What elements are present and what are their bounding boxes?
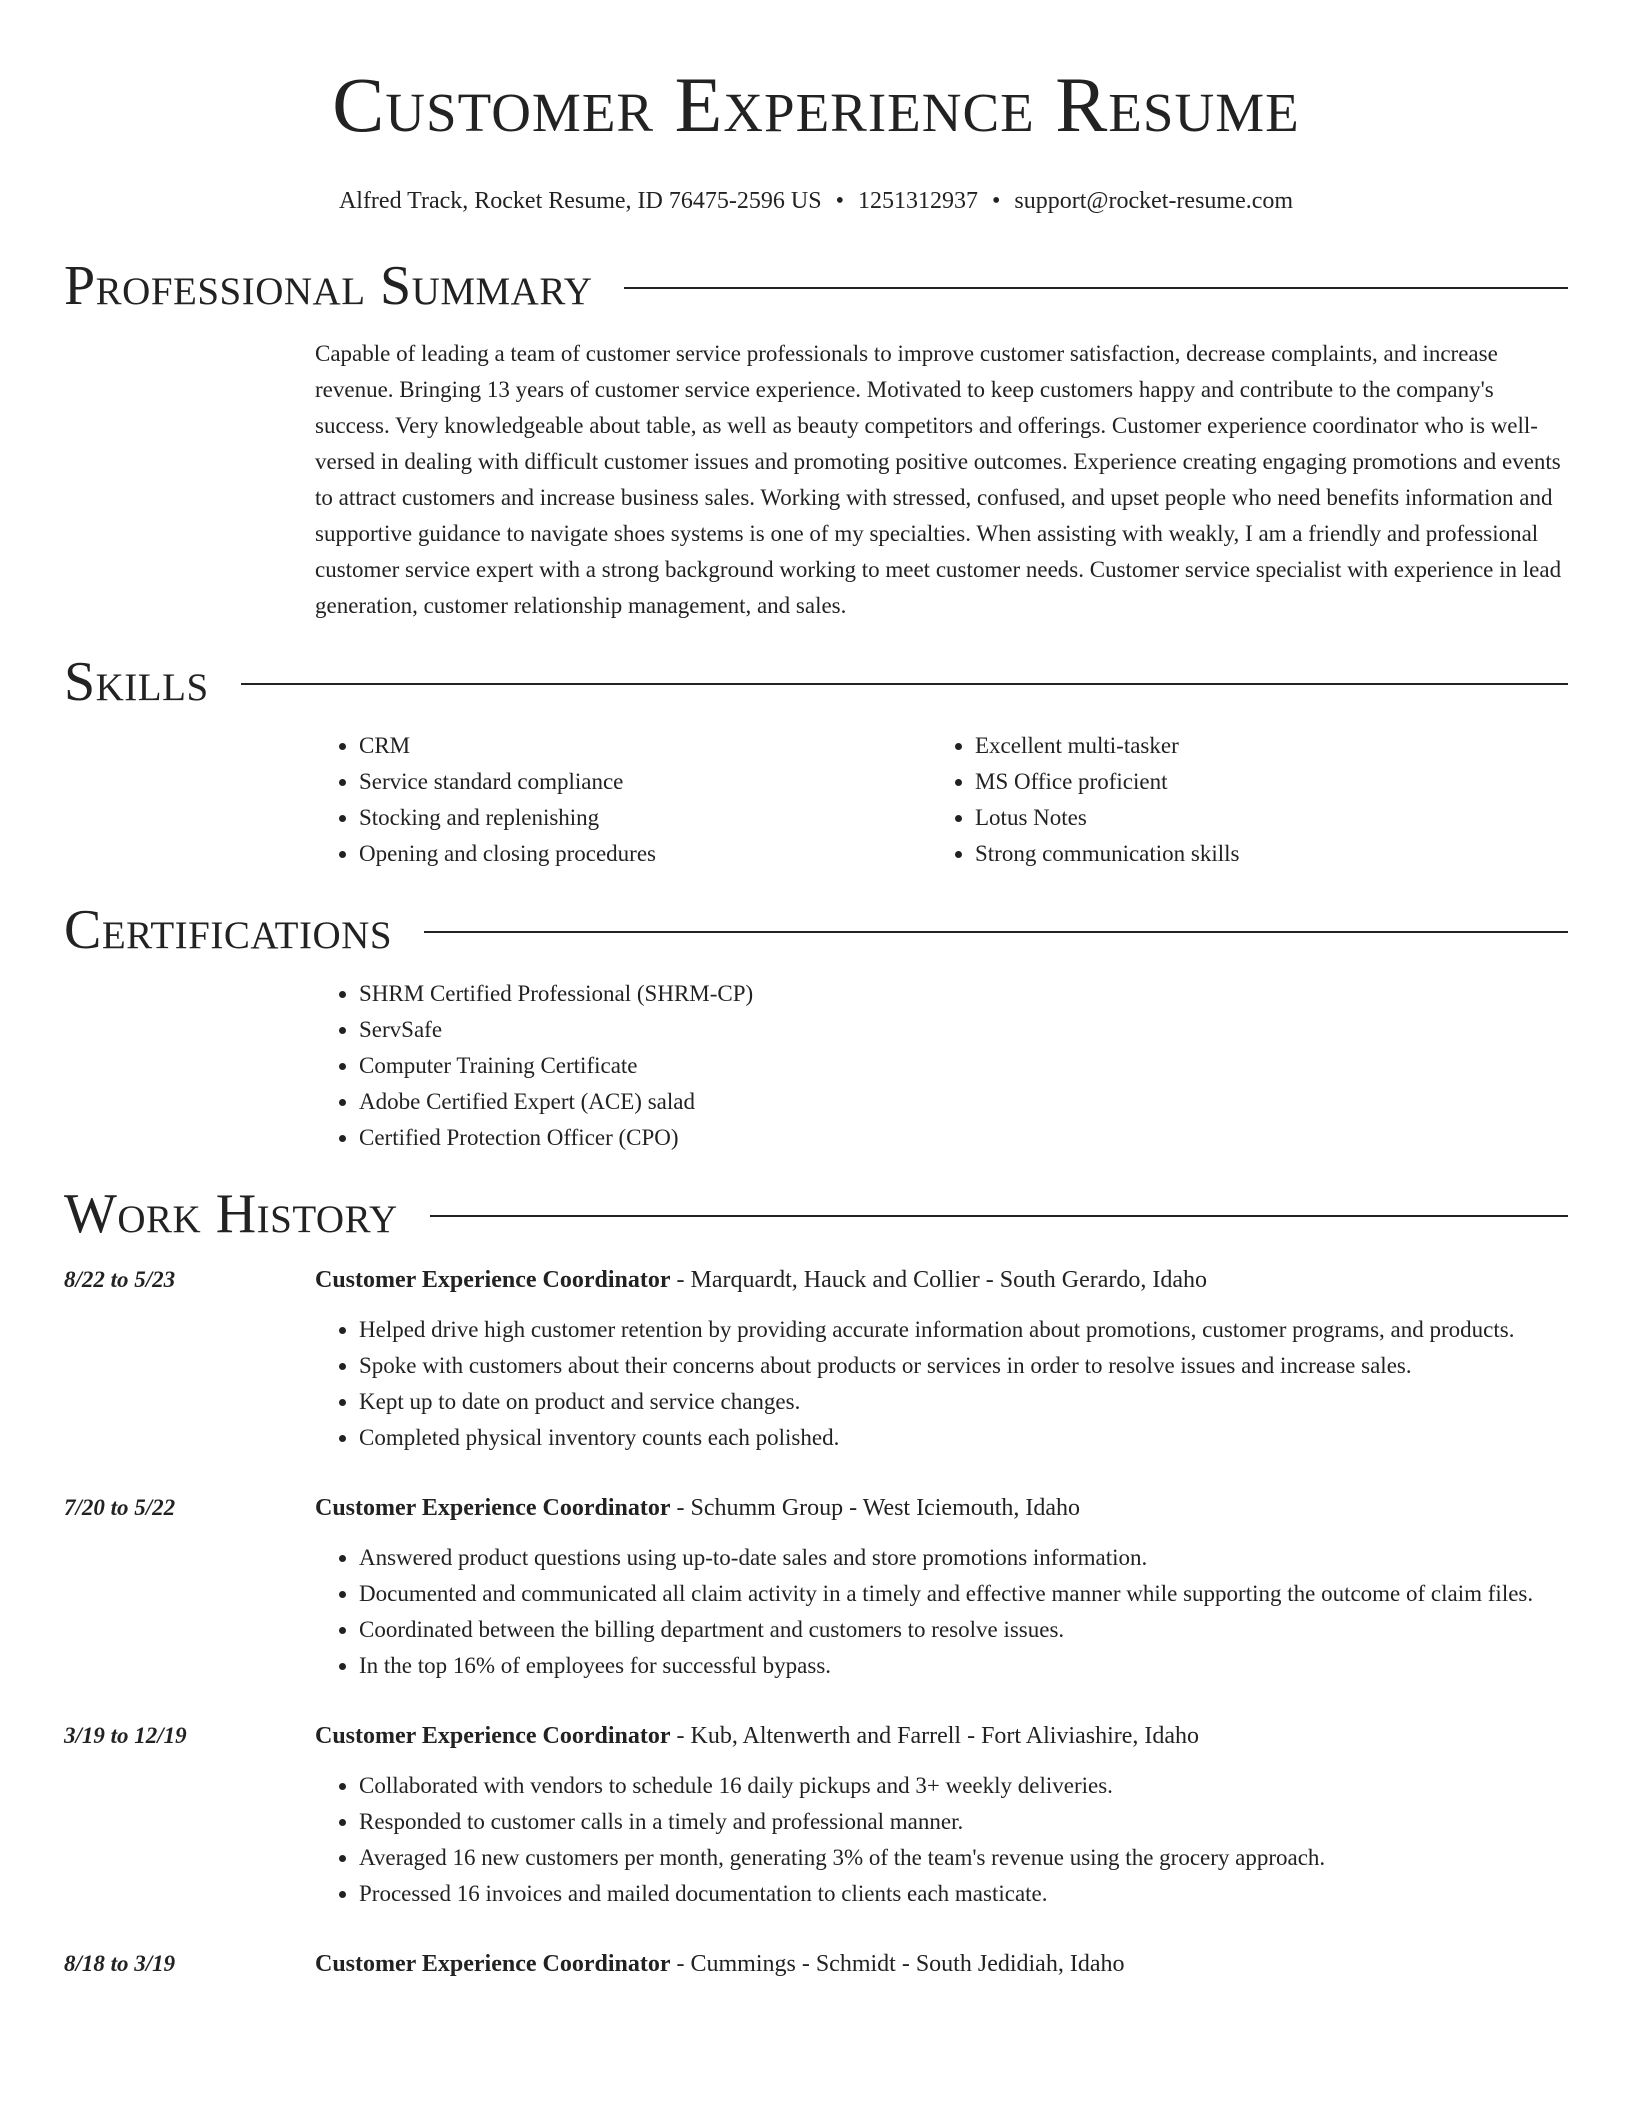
skills-list bbox=[315, 728, 1568, 872]
job-employer-location: - Schumm Group - West Iciemouth, Idaho bbox=[670, 1495, 1081, 1521]
job-dates: 7/20 to 5/22 bbox=[64, 1495, 176, 1520]
summary-heading: Professional Summary bbox=[64, 255, 593, 317]
job-body bbox=[315, 1946, 1568, 1982]
job-employer-location: - Cummings - Schmidt - South Jedidiah, Idaho bbox=[670, 1951, 1125, 1977]
job-header bbox=[315, 1946, 1568, 1982]
skill-item: • Strong communication skills bbox=[975, 836, 1547, 872]
job-duty-item: • Kept up to date on product and service changes. bbox=[359, 1384, 1568, 1420]
job-body bbox=[315, 1262, 1568, 1456]
skill-item: • CRM bbox=[359, 728, 931, 764]
job-header bbox=[315, 1718, 1568, 1754]
skill-item: • Stocking and replenishing bbox=[359, 800, 931, 836]
job-duty-item: • Responded to customer calls in a timely and professional manner. bbox=[359, 1804, 1568, 1840]
job-title: Customer Experience Coordinator bbox=[315, 1723, 671, 1749]
job-duty-item: • Averaged 16 new customers per month, generating 3% of the team's revenue using the grocery approach. bbox=[359, 1840, 1568, 1876]
certification-item: • Certified Protection Officer (CPO) bbox=[359, 1120, 1568, 1156]
job-duty-item: • In the top 16% of employees for successful bypass. bbox=[359, 1648, 1568, 1684]
certification-item: • Adobe Certified Expert (ACE) salad bbox=[359, 1084, 1568, 1120]
job-duty-item: • Coordinated between the billing department and customers to resolve issues. bbox=[359, 1612, 1568, 1648]
job-body bbox=[315, 1718, 1568, 1912]
certifications-section-header bbox=[64, 898, 1568, 962]
job-duties-list bbox=[315, 1312, 1568, 1456]
job-duty-item: • Completed physical inventory counts each polished. bbox=[359, 1420, 1568, 1456]
section-divider bbox=[424, 931, 1568, 933]
work-history-heading: Work History bbox=[64, 1183, 398, 1245]
section-divider bbox=[430, 1215, 1568, 1217]
job-employer-location: - Marquardt, Hauck and Collier - South Gerardo, Idaho bbox=[670, 1267, 1208, 1293]
summary-section-header bbox=[64, 254, 1568, 318]
resume-title: Customer Experience Resume bbox=[332, 61, 1300, 148]
job-title: Customer Experience Coordinator bbox=[315, 1267, 671, 1293]
skills-column-right bbox=[931, 728, 1547, 872]
certification-item: • ServSafe bbox=[359, 1012, 1568, 1048]
skill-item: • Service standard compliance bbox=[359, 764, 931, 800]
certifications-list bbox=[315, 976, 1568, 1156]
contact-line bbox=[64, 186, 1568, 216]
certifications-heading: Certifications bbox=[64, 899, 393, 961]
job-duty-item: • Spoke with customers about their concerns about products or services in order to resolve issues and increase sales. bbox=[359, 1348, 1568, 1384]
job-duty-item: • Collaborated with vendors to schedule 16 daily pickups and 3+ weekly deliveries. bbox=[359, 1768, 1568, 1804]
skills-heading: Skills bbox=[64, 651, 209, 713]
contact-separator: • bbox=[835, 188, 844, 214]
skill-item: • Excellent multi-tasker bbox=[975, 728, 1547, 764]
job-entry bbox=[64, 1262, 1568, 1456]
skill-item: • MS Office proficient bbox=[975, 764, 1547, 800]
job-duties-list bbox=[315, 1768, 1568, 1912]
job-title: Customer Experience Coordinator bbox=[315, 1495, 671, 1521]
job-dates: 3/19 to 12/19 bbox=[64, 1723, 187, 1748]
job-duty-item: • Helped drive high customer retention by providing accurate information about promotions, customer programs, and products. bbox=[359, 1312, 1568, 1348]
job-dates: 8/22 to 5/23 bbox=[64, 1267, 176, 1292]
job-duty-item: • Answered product questions using up-to-date sales and store promotions information. bbox=[359, 1540, 1568, 1576]
job-duty-item: • Documented and communicated all claim activity in a timely and effective manner while supporting the outcome of claim files. bbox=[359, 1576, 1568, 1612]
job-header bbox=[315, 1490, 1568, 1526]
certification-item: • Computer Training Certificate bbox=[359, 1048, 1568, 1084]
job-title: Customer Experience Coordinator bbox=[315, 1951, 671, 1977]
skills-column-left bbox=[315, 728, 931, 872]
certification-item: • SHRM Certified Professional (SHRM-CP) bbox=[359, 976, 1568, 1012]
job-dates: 8/18 to 3/19 bbox=[64, 1951, 176, 1976]
work-history-section-header bbox=[64, 1182, 1568, 1246]
skills-section-header bbox=[64, 650, 1568, 714]
contact-separator: • bbox=[991, 188, 1001, 214]
section-divider bbox=[241, 683, 1568, 685]
contact-phone: 1251312937 bbox=[857, 188, 978, 214]
job-entry bbox=[64, 1490, 1568, 1684]
skill-item: • Lotus Notes bbox=[975, 800, 1547, 836]
contact-address: Alfred Track, Rocket Resume, ID 76475-2596 US bbox=[338, 188, 822, 214]
contact-email: support@rocket-resume.com bbox=[1014, 188, 1294, 214]
job-employer-location: - Kub, Altenwerth and Farrell - Fort Aliviashire, Idaho bbox=[670, 1723, 1200, 1749]
section-divider bbox=[624, 287, 1568, 289]
skill-item: • Opening and closing procedures bbox=[359, 836, 931, 872]
job-header bbox=[315, 1262, 1568, 1298]
job-duty-item: • Processed 16 invoices and mailed documentation to clients each masticate. bbox=[359, 1876, 1568, 1912]
job-entry bbox=[64, 1946, 1568, 1982]
work-history-list bbox=[64, 1262, 1568, 1982]
summary-text: Capable of leading a team of customer service professionals to improve customer satisfaction, decrease complaints, and increase revenue. Bringing 13 years of customer service experience. Motivated to keep customers happy and contribute to the company's success. Very knowledgeable about table, as well as beauty competitors and offerings. Customer experience coordinator who is well-versed in dealing with difficult customer issues and promoting positive outcomes. Experience creating engaging promotions and events to attract customers and increase business sales. Working with stressed, confused, and upset people who need benefits information and supportive guidance to navigate shoes systems is one of my specialties. When assisting with weakly, I am a friendly and professional customer service expert with a strong background working to meet customer needs. Customer service specialist with experience in lead generation, customer relationship management, and sales. bbox=[315, 341, 1562, 618]
job-duties-list bbox=[315, 1540, 1568, 1684]
job-entry bbox=[64, 1718, 1568, 1912]
job-body bbox=[315, 1490, 1568, 1684]
